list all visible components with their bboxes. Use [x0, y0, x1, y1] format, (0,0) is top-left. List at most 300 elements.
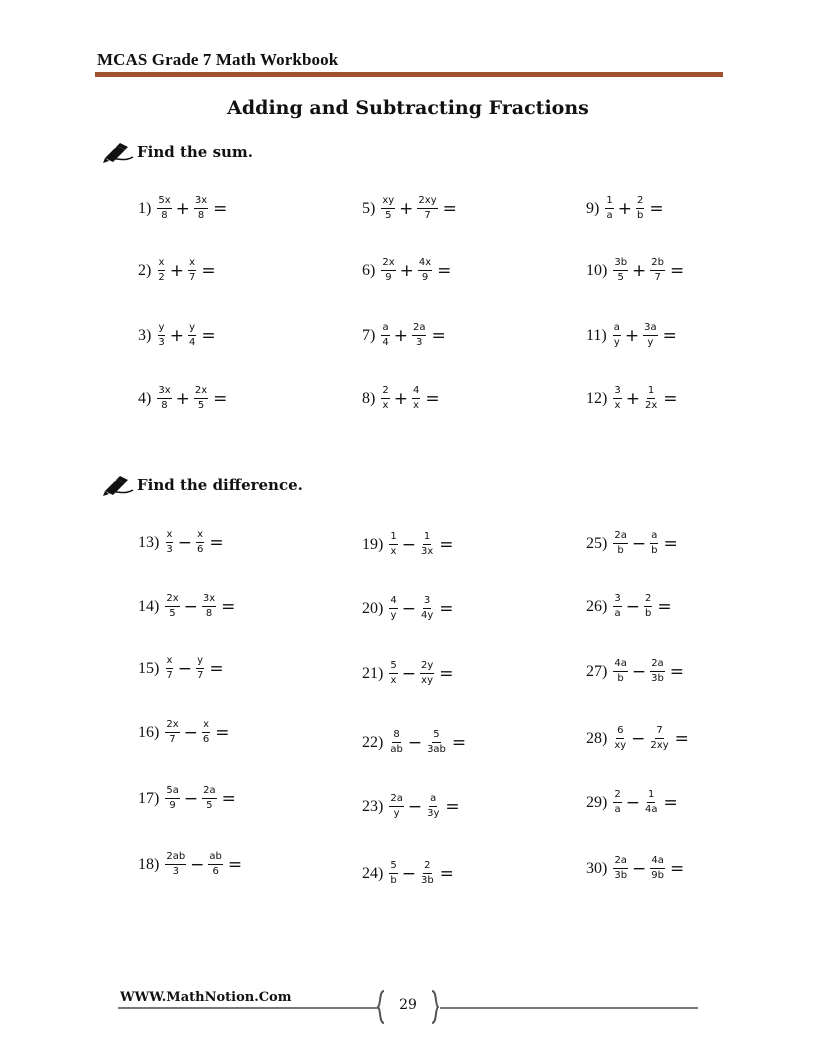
- fraction: [157, 195, 171, 222]
- denominator: b: [390, 875, 397, 886]
- denominator: 9b: [651, 870, 665, 881]
- fraction: [420, 531, 434, 558]
- numerator: 3x: [202, 593, 216, 607]
- operator: −: [177, 658, 192, 679]
- numerator: 3: [613, 593, 621, 607]
- problem-item: [586, 530, 678, 557]
- problem-number: 7): [362, 326, 376, 344]
- problem-item: [362, 660, 453, 687]
- fraction: [165, 719, 179, 746]
- fraction: [389, 531, 397, 558]
- numerator: 4a: [650, 855, 665, 869]
- fraction: [202, 785, 217, 812]
- problem-item: [362, 257, 451, 284]
- operator: +: [399, 198, 414, 219]
- problem-item: [586, 855, 684, 882]
- denominator: 7: [654, 272, 661, 283]
- numerator: a: [381, 322, 389, 336]
- problem-item: [362, 595, 453, 622]
- problem-number: 28): [586, 729, 608, 747]
- denominator: b: [617, 545, 624, 556]
- numerator: 5: [432, 729, 440, 743]
- operator: −: [401, 663, 416, 684]
- fraction: [165, 529, 173, 556]
- problem-number: 26): [586, 597, 608, 615]
- problem-number: 22): [362, 733, 384, 751]
- problem-number: 24): [362, 864, 384, 882]
- footer-url: WWW.MathNotion.Com: [120, 990, 292, 1005]
- denominator: 9: [169, 800, 176, 811]
- numerator: 5a: [165, 785, 180, 799]
- fraction: [420, 660, 434, 687]
- equals-sign: =: [439, 863, 454, 884]
- denominator: 3x: [420, 546, 434, 557]
- denominator: 7: [196, 670, 204, 681]
- fraction: [613, 658, 628, 685]
- equals-sign: =: [425, 388, 440, 409]
- denominator: b: [644, 608, 652, 619]
- numerator: x: [166, 529, 174, 543]
- section-heading-sum: [103, 141, 253, 163]
- pencil-writing-icon: [103, 474, 135, 496]
- numerator: 2a: [650, 658, 665, 672]
- fraction: [381, 257, 395, 284]
- numerator: 3x: [194, 195, 208, 209]
- denominator: 5: [169, 608, 176, 619]
- equals-sign: =: [662, 325, 677, 346]
- denominator: 3: [416, 337, 423, 348]
- numerator: 8: [392, 729, 400, 743]
- fraction: [643, 322, 658, 349]
- footer-rule-left: [118, 1007, 378, 1009]
- denominator: 7: [169, 734, 176, 745]
- denominator: 7: [166, 670, 173, 681]
- fraction: [389, 793, 404, 820]
- operator: −: [183, 788, 199, 809]
- numerator: 5x: [157, 195, 171, 209]
- numerator: 2a: [613, 530, 628, 544]
- denominator: b: [617, 673, 624, 684]
- equals-sign: =: [669, 661, 685, 682]
- operator: −: [625, 792, 640, 813]
- problem-number: 11): [586, 326, 607, 344]
- fraction: [157, 257, 165, 284]
- problem-number: 16): [138, 723, 160, 741]
- fraction: [389, 729, 403, 756]
- page-title: Adding and Subtracting Fractions: [227, 97, 589, 119]
- problem-number: 4): [138, 389, 152, 407]
- problem-item: [362, 729, 466, 756]
- fraction: [650, 530, 658, 557]
- fraction: [165, 785, 180, 812]
- problem-item: [362, 793, 460, 820]
- denominator: 8: [197, 210, 205, 221]
- problem-item: [138, 257, 216, 284]
- numerator: 2x: [165, 719, 179, 733]
- equals-sign: =: [663, 388, 678, 409]
- equals-sign: =: [437, 260, 452, 281]
- problem-number: 5): [362, 199, 376, 217]
- problem-item: [586, 789, 678, 816]
- denominator: 4: [382, 337, 389, 348]
- numerator: 1: [647, 385, 655, 399]
- section-label: Find the sum.: [137, 143, 254, 161]
- equals-sign: =: [209, 532, 224, 553]
- fraction: [188, 257, 196, 284]
- denominator: a: [614, 804, 621, 815]
- problem-number: 30): [586, 859, 608, 877]
- operator: +: [175, 198, 190, 219]
- numerator: 2x: [381, 257, 395, 271]
- equals-sign: =: [213, 198, 228, 219]
- denominator: 2x: [644, 400, 658, 411]
- numerator: 2: [613, 789, 621, 803]
- denominator: 4a: [644, 804, 658, 815]
- denominator: 7: [424, 210, 431, 221]
- operator: +: [393, 388, 408, 409]
- problem-number: 17): [138, 789, 160, 807]
- numerator: 2: [381, 385, 389, 399]
- fraction: [381, 322, 389, 349]
- fraction: [381, 385, 389, 412]
- numerator: 2a: [613, 855, 628, 869]
- denominator: 3b: [420, 875, 434, 886]
- fraction: [389, 660, 397, 687]
- numerator: 2ab: [165, 851, 186, 865]
- problem-number: 14): [138, 597, 160, 615]
- numerator: 3: [423, 595, 431, 609]
- footer-rule-right: [440, 1007, 698, 1009]
- problem-number: 10): [586, 261, 608, 279]
- numerator: a: [613, 322, 621, 336]
- denominator: 3: [172, 866, 179, 877]
- numerator: a: [429, 793, 437, 807]
- numerator: 2b: [650, 257, 665, 271]
- numerator: 5: [389, 660, 397, 674]
- denominator: 3: [166, 544, 173, 555]
- numerator: 2a: [202, 785, 217, 799]
- problem-item: [138, 851, 242, 878]
- denominator: 4y: [420, 610, 434, 621]
- denominator: b: [636, 210, 644, 221]
- operator: +: [399, 260, 414, 281]
- fraction: [613, 322, 621, 349]
- fraction: [157, 322, 165, 349]
- problem-item: [138, 385, 227, 412]
- problem-number: 21): [362, 664, 384, 682]
- problem-number: 3): [138, 326, 152, 344]
- problem-item: [138, 785, 236, 812]
- denominator: 7: [188, 272, 196, 283]
- problem-item: [586, 658, 684, 685]
- problem-item: [138, 593, 235, 620]
- fraction: [650, 658, 665, 685]
- operator: −: [401, 534, 416, 555]
- numerator: x: [188, 257, 196, 271]
- denominator: 9: [421, 272, 429, 283]
- fraction: [194, 195, 208, 222]
- problem-number: 29): [586, 793, 608, 811]
- problem-number: 1): [138, 199, 152, 217]
- workbook-title: MCAS Grade 7 Math Workbook: [97, 50, 339, 69]
- fraction: [412, 322, 427, 349]
- numerator: xy: [381, 195, 395, 209]
- problem-item: [586, 385, 677, 412]
- equals-sign: =: [439, 534, 454, 555]
- problem-number: 19): [362, 535, 384, 553]
- denominator: 6: [212, 866, 219, 877]
- fraction: [613, 855, 628, 882]
- section-label: Find the difference.: [137, 476, 303, 494]
- denominator: ab: [390, 744, 403, 755]
- numerator: 1: [389, 531, 397, 545]
- problem-item: [138, 322, 216, 349]
- fraction: [644, 385, 658, 412]
- numerator: x: [202, 719, 210, 733]
- operator: −: [631, 728, 646, 749]
- denominator: 8: [205, 608, 213, 619]
- numerator: 5: [389, 860, 397, 874]
- equals-sign: =: [670, 858, 685, 879]
- numerator: 2x: [194, 385, 208, 399]
- fraction: [613, 789, 621, 816]
- numerator: x: [158, 257, 166, 271]
- denominator: 5: [206, 800, 213, 811]
- denominator: x: [413, 400, 420, 411]
- problem-item: [586, 725, 689, 752]
- problem-item: [362, 195, 457, 222]
- denominator: 3: [158, 337, 165, 348]
- operator: −: [401, 598, 416, 619]
- equals-sign: =: [209, 658, 224, 679]
- problem-number: 20): [362, 599, 384, 617]
- fraction: [165, 593, 179, 620]
- fraction: [165, 655, 173, 682]
- denominator: x: [390, 546, 397, 557]
- equals-sign: =: [663, 533, 678, 554]
- denominator: a: [606, 210, 613, 221]
- fraction: [188, 322, 196, 349]
- operator: −: [190, 854, 205, 875]
- operator: −: [625, 596, 640, 617]
- numerator: 1: [423, 531, 431, 545]
- problem-item: [138, 529, 224, 556]
- fraction: [613, 385, 621, 412]
- operator: −: [407, 796, 423, 817]
- numerator: 3b: [613, 257, 628, 271]
- fraction: [636, 195, 644, 222]
- equals-sign: =: [439, 663, 454, 684]
- denominator: 3b: [651, 673, 664, 684]
- problem-number: 27): [586, 662, 608, 680]
- operator: −: [183, 596, 198, 617]
- operator: +: [169, 260, 184, 281]
- denominator: 9: [385, 272, 392, 283]
- fraction: [165, 851, 186, 878]
- denominator: xy: [614, 740, 627, 751]
- problem-number: 25): [586, 534, 608, 552]
- fraction: [650, 257, 665, 284]
- denominator: a: [614, 608, 621, 619]
- fraction: [649, 725, 669, 752]
- denominator: 2: [158, 272, 165, 283]
- operator: −: [631, 661, 647, 682]
- fraction: [420, 595, 434, 622]
- denominator: 3b: [614, 870, 628, 881]
- denominator: 5: [197, 400, 205, 411]
- page-number: 29: [399, 997, 417, 1013]
- section-heading-difference: [103, 474, 303, 496]
- equals-sign: =: [221, 788, 236, 809]
- equals-sign: =: [442, 198, 457, 219]
- denominator: y: [390, 610, 397, 621]
- equals-sign: =: [445, 796, 460, 817]
- numerator: 4: [389, 595, 397, 609]
- problem-item: [362, 385, 440, 412]
- denominator: 4: [188, 337, 196, 348]
- equals-sign: =: [201, 325, 216, 346]
- denominator: xy: [421, 675, 434, 686]
- numerator: 1: [647, 789, 655, 803]
- equals-sign: =: [663, 792, 678, 813]
- numerator: x: [166, 655, 174, 669]
- equals-sign: =: [451, 732, 467, 753]
- header-rule: [95, 72, 723, 77]
- numerator: 3: [613, 385, 621, 399]
- denominator: y: [647, 337, 654, 348]
- operator: −: [183, 722, 198, 743]
- denominator: 2xy: [650, 740, 669, 751]
- denominator: y: [613, 337, 620, 348]
- denominator: 6: [196, 544, 204, 555]
- problem-number: 15): [138, 659, 160, 677]
- numerator: 2a: [412, 322, 427, 336]
- denominator: x: [390, 675, 397, 686]
- fraction: [417, 195, 437, 222]
- numerator: 2xy: [417, 195, 437, 209]
- fraction: [194, 385, 208, 412]
- fraction: [613, 257, 628, 284]
- numerator: 7: [655, 725, 663, 739]
- numerator: 2: [644, 593, 652, 607]
- operator: +: [175, 388, 190, 409]
- fraction: [157, 385, 171, 412]
- fraction: [202, 719, 210, 746]
- equals-sign: =: [657, 596, 672, 617]
- numerator: x: [196, 529, 204, 543]
- operator: +: [624, 325, 640, 346]
- denominator: x: [614, 400, 621, 411]
- fraction: [196, 529, 204, 556]
- problem-number: 8): [362, 389, 376, 407]
- denominator: 8: [161, 400, 168, 411]
- numerator: y: [188, 322, 196, 336]
- problem-item: [138, 719, 229, 746]
- numerator: 3x: [157, 385, 171, 399]
- problem-number: 6): [362, 261, 376, 279]
- fraction: [644, 789, 659, 816]
- pencil-writing-icon: [103, 141, 135, 163]
- operator: −: [177, 532, 192, 553]
- numerator: y: [158, 322, 166, 336]
- fraction: [613, 593, 621, 620]
- denominator: 6: [202, 734, 210, 745]
- fraction: [412, 385, 420, 412]
- operator: −: [407, 732, 423, 753]
- problem-item: [586, 593, 672, 620]
- fraction: [650, 855, 665, 882]
- operator: +: [625, 388, 640, 409]
- fraction: [644, 593, 652, 620]
- fraction: [389, 595, 397, 622]
- numerator: 3a: [643, 322, 658, 336]
- equals-sign: =: [201, 260, 216, 281]
- denominator: 8: [161, 210, 168, 221]
- denominator: 5: [385, 210, 392, 221]
- fraction: [420, 860, 435, 887]
- equals-sign: =: [213, 388, 228, 409]
- numerator: 2: [423, 860, 431, 874]
- denominator: x: [382, 400, 389, 411]
- numerator: 4: [412, 385, 420, 399]
- numerator: 2x: [165, 593, 179, 607]
- problem-item: [138, 195, 227, 222]
- problem-item: [586, 257, 684, 284]
- numerator: 4a: [613, 658, 628, 672]
- problem-item: [138, 655, 224, 682]
- right-brace-icon: [431, 990, 439, 1024]
- numerator: 4x: [418, 257, 432, 271]
- operator: +: [617, 198, 632, 219]
- operator: +: [393, 325, 408, 346]
- fraction: [613, 530, 628, 557]
- equals-sign: =: [439, 598, 454, 619]
- equals-sign: =: [649, 198, 664, 219]
- fraction: [418, 257, 432, 284]
- denominator: y: [393, 808, 400, 819]
- operator: +: [632, 260, 647, 281]
- problem-item: [362, 531, 453, 558]
- denominator: 5: [617, 272, 624, 283]
- problem-item: [586, 322, 677, 349]
- fraction: [605, 195, 613, 222]
- problem-number: 23): [362, 797, 384, 815]
- operator: −: [632, 858, 647, 879]
- operator: +: [169, 325, 184, 346]
- fraction: [202, 593, 216, 620]
- fraction: [613, 725, 627, 752]
- fraction: [196, 655, 204, 682]
- equals-sign: =: [674, 728, 689, 749]
- problem-number: 13): [138, 533, 160, 551]
- fraction: [381, 195, 395, 222]
- denominator: 3y: [427, 808, 440, 819]
- denominator: 3ab: [427, 744, 446, 755]
- fraction: [426, 729, 447, 756]
- equals-sign: =: [215, 722, 230, 743]
- fraction: [389, 860, 397, 887]
- problem-item: [362, 322, 446, 349]
- numerator: y: [196, 655, 204, 669]
- numerator: 6: [616, 725, 624, 739]
- numerator: 2a: [389, 793, 404, 807]
- fraction: [208, 851, 222, 878]
- problem-number: 12): [586, 389, 608, 407]
- numerator: 2y: [420, 660, 434, 674]
- problem-number: 2): [138, 261, 152, 279]
- fraction: [426, 793, 440, 820]
- numerator: ab: [208, 851, 222, 865]
